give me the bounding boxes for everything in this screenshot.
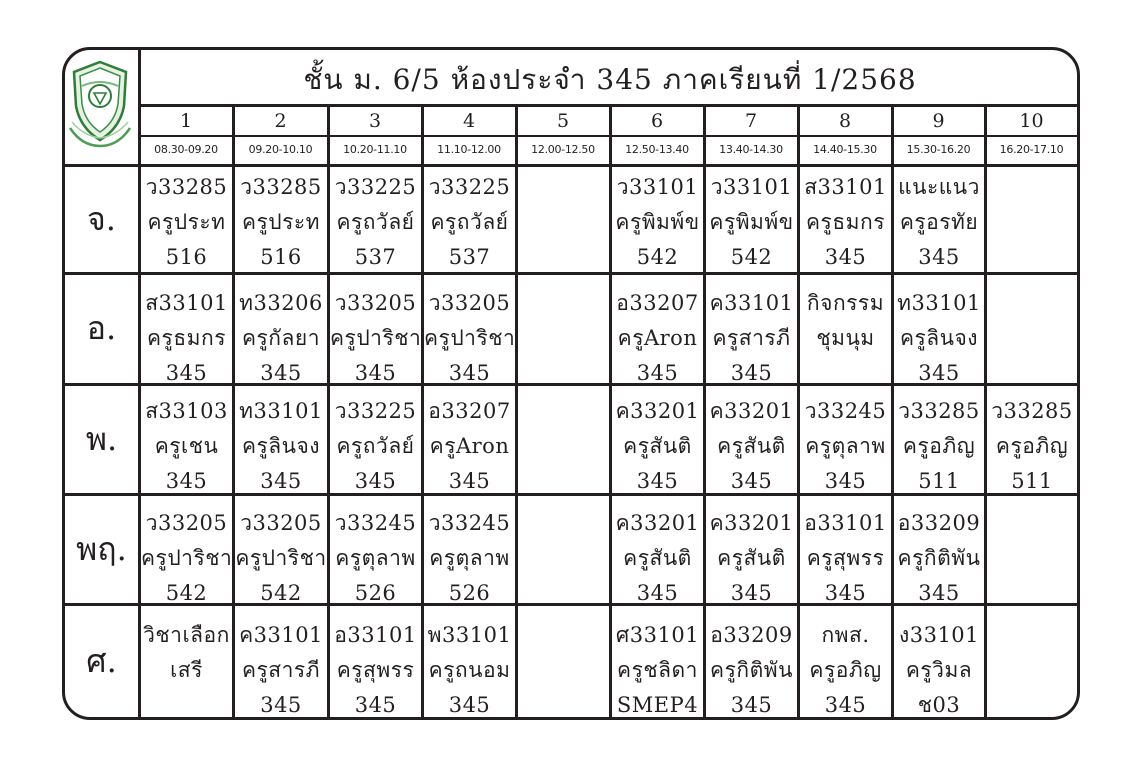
- class-code: ศ33101: [615, 623, 700, 647]
- class-code: กิจกรรม: [806, 291, 885, 315]
- class-teacher: ครูปาริชา: [424, 326, 515, 350]
- class-room: 345: [354, 693, 397, 717]
- class-cell: [330, 618, 421, 723]
- class-teacher: ครูสุพรร: [336, 658, 415, 682]
- class-teacher: ครูเชน: [154, 434, 219, 458]
- class-teacher: ครูปาริชา: [141, 546, 232, 570]
- class-room: [518, 356, 609, 391]
- class-cell: [894, 286, 984, 391]
- class-cell: [424, 506, 515, 611]
- class-code: ว33101: [616, 175, 699, 199]
- class-code: ว33245: [428, 511, 511, 535]
- class-cell: [706, 170, 797, 275]
- period-time: 12.00-12.50: [531, 143, 595, 156]
- class-code: ค33201: [615, 399, 700, 423]
- class-cell: [424, 394, 515, 499]
- period-time: 16.20-17.10: [999, 143, 1064, 156]
- class-room: 516: [260, 245, 302, 269]
- class-room: 345: [260, 469, 302, 493]
- class-room: [987, 688, 1077, 723]
- class-room: 542: [636, 245, 679, 269]
- class-teacher: ครูประท: [241, 210, 321, 234]
- class-code: ค33101: [239, 623, 323, 647]
- class-teacher: ครูวิมล: [905, 658, 973, 682]
- class-room: 345: [448, 693, 491, 717]
- class-cell: [424, 170, 515, 275]
- class-room: 537: [354, 245, 397, 269]
- class-code: ว33285: [991, 399, 1073, 423]
- class-cell: [612, 394, 703, 499]
- class-code: ว33101: [710, 175, 793, 199]
- class-room: 345: [354, 469, 397, 493]
- class-room: 511: [918, 469, 960, 493]
- class-teacher: ครูถนอม: [428, 658, 511, 682]
- class-cell: [800, 286, 891, 391]
- class-room: SMEP4: [616, 693, 699, 717]
- class-teacher: ครูสารภี: [241, 658, 321, 682]
- class-teacher: [518, 429, 609, 464]
- class-code: ส33101: [804, 175, 887, 199]
- class-teacher: เสรี: [170, 658, 203, 682]
- class-room: [518, 688, 609, 723]
- class-room: 542: [260, 581, 302, 605]
- class-teacher: ครูสุพรร: [806, 546, 885, 570]
- class-code: [987, 618, 1077, 653]
- class-room: 345: [824, 469, 867, 493]
- class-room: 345: [730, 469, 773, 493]
- class-room: 345: [730, 361, 773, 385]
- class-teacher: ครูอภิญ: [995, 434, 1069, 458]
- class-teacher: [987, 321, 1077, 356]
- class-room: 345: [354, 361, 397, 385]
- class-teacher: ครูAron: [617, 326, 698, 350]
- class-teacher: ครูถวัลย์: [336, 434, 415, 458]
- class-cell: [330, 506, 421, 611]
- day-label: จ.: [87, 200, 116, 238]
- class-cell: [800, 170, 891, 275]
- class-teacher: ครูประท: [147, 210, 226, 234]
- class-code: ค33201: [709, 399, 794, 423]
- class-cell: [894, 170, 984, 275]
- period-number: 3: [368, 110, 382, 132]
- class-code: อ33207: [616, 291, 699, 315]
- day-label: พ.: [85, 420, 118, 458]
- class-room: 345: [636, 581, 679, 605]
- class-room: 516: [165, 245, 208, 269]
- class-room: 537: [448, 245, 491, 269]
- class-teacher: ครูพิมพ์ข: [615, 210, 700, 234]
- class-cell: [235, 394, 327, 499]
- class-teacher: ครูปาริชา: [330, 326, 421, 350]
- class-teacher: ครูอรทัย: [899, 210, 979, 234]
- class-teacher: ครูกัลยา: [241, 326, 320, 350]
- class-room: 345: [448, 469, 491, 493]
- class-code: [518, 506, 609, 541]
- class-teacher: ครูถวัลย์: [336, 210, 415, 234]
- class-cell: [424, 286, 515, 391]
- class-code: อ33209: [710, 623, 793, 647]
- class-cell: [612, 170, 703, 275]
- class-teacher: ชุมนุม: [816, 326, 875, 350]
- class-code: ว33245: [804, 399, 887, 423]
- class-teacher: ครูสันติ: [717, 434, 786, 458]
- class-cell: [518, 618, 609, 723]
- class-teacher: ครูธมกร: [147, 326, 226, 350]
- class-room: 345: [824, 581, 867, 605]
- class-code: ว33205: [145, 511, 228, 535]
- class-code: [518, 170, 609, 205]
- day-label: ศ.: [86, 642, 117, 680]
- period-number: 6: [650, 110, 664, 132]
- class-code: ว33245: [334, 511, 417, 535]
- class-code: [518, 286, 609, 321]
- class-code: แนะแนว: [898, 175, 980, 199]
- class-teacher: [518, 653, 609, 688]
- class-cell: [706, 286, 797, 391]
- class-room: 345: [730, 693, 773, 717]
- class-teacher: ครูอภิญ: [809, 658, 882, 682]
- period-time: 15.30-16.20: [906, 143, 971, 156]
- class-code: อ33101: [804, 511, 887, 535]
- class-room: 345: [448, 361, 491, 385]
- period-time: 08.30-09.20: [154, 143, 218, 156]
- class-teacher: [518, 541, 609, 576]
- class-cell: [706, 618, 797, 723]
- class-code: อ33209: [897, 511, 981, 535]
- class-teacher: ครูปาริชา: [235, 546, 327, 570]
- period-number: 9: [932, 110, 945, 132]
- class-code: ว33205: [334, 291, 417, 315]
- class-cell: [518, 170, 609, 275]
- class-code: ว33225: [428, 175, 511, 199]
- class-teacher: [987, 653, 1077, 688]
- class-code: ง33101: [898, 623, 980, 647]
- period-number: 4: [462, 110, 476, 132]
- class-cell: [987, 506, 1077, 611]
- class-teacher: [518, 321, 609, 356]
- class-room: [987, 356, 1077, 391]
- class-cell: [987, 394, 1077, 499]
- day-label: พฤ.: [76, 530, 127, 568]
- class-cell: [518, 286, 609, 391]
- class-teacher: ครูตุลาพ: [335, 546, 416, 570]
- period-number: 10: [1019, 110, 1044, 132]
- period-time: 09.20-10.10: [248, 143, 313, 156]
- class-cell: [987, 618, 1077, 723]
- class-cell: [235, 506, 327, 611]
- period-number: 8: [838, 110, 852, 132]
- class-cell: [706, 394, 797, 499]
- class-cell: [141, 170, 232, 275]
- period-time: 14.40-15.30: [813, 143, 877, 156]
- class-teacher: ครูลินจง: [241, 434, 321, 458]
- class-teacher: ครูสันติ: [717, 546, 786, 570]
- school-logo: [64, 56, 136, 152]
- class-room: [141, 688, 232, 723]
- class-room: 345: [636, 361, 679, 385]
- class-cell: [141, 506, 232, 611]
- class-code: [987, 170, 1077, 205]
- class-code: ค33101: [709, 291, 794, 315]
- class-code: ว33225: [334, 399, 417, 423]
- class-code: ว33285: [240, 175, 322, 199]
- class-room: 526: [354, 581, 397, 605]
- class-teacher: [987, 541, 1077, 576]
- class-code: ค33201: [615, 511, 700, 535]
- class-code: อ33101: [334, 623, 417, 647]
- class-teacher: ครูสันติ: [623, 434, 692, 458]
- class-teacher: [518, 205, 609, 240]
- class-cell: [235, 618, 327, 723]
- class-teacher: ครูธมกร: [806, 210, 885, 234]
- class-code: ท33206: [239, 291, 323, 315]
- class-teacher: ครูถวัลย์: [430, 210, 509, 234]
- class-cell: [894, 506, 984, 611]
- class-cell: [894, 394, 984, 499]
- class-code: [987, 506, 1077, 541]
- class-cell: [330, 394, 421, 499]
- class-cell: [518, 394, 609, 499]
- class-room: 345: [260, 361, 302, 385]
- class-teacher: ครูกิติพัน: [897, 546, 981, 570]
- class-code: ว33285: [898, 399, 980, 423]
- class-room: 345: [165, 469, 208, 493]
- class-code: ค33201: [709, 511, 794, 535]
- class-code: ท33101: [897, 291, 981, 315]
- class-cell: [330, 286, 421, 391]
- class-cell: [894, 618, 984, 723]
- class-teacher: ครูพิมพ์ข: [709, 210, 794, 234]
- class-room: [518, 240, 609, 275]
- class-room: 542: [165, 581, 208, 605]
- class-teacher: ครูสันติ: [623, 546, 692, 570]
- class-code: ว33205: [240, 511, 322, 535]
- class-code: ท33101: [239, 399, 323, 423]
- class-cell: [800, 394, 891, 499]
- class-room: 345: [165, 361, 208, 385]
- period-time: 10.20-11.10: [343, 143, 407, 156]
- class-cell: [141, 286, 232, 391]
- period-time: 12.50-13.40: [625, 143, 689, 156]
- class-code: กพส.: [821, 623, 870, 647]
- class-code: ว33285: [145, 175, 228, 199]
- period-number: 5: [556, 110, 570, 132]
- class-teacher: ครูอภิญ: [902, 434, 976, 458]
- class-room: 345: [824, 245, 867, 269]
- class-code: ว33225: [334, 175, 417, 199]
- period-number: 7: [744, 110, 758, 132]
- class-room: 526: [448, 581, 491, 605]
- class-cell: [612, 286, 703, 391]
- class-code: [518, 394, 609, 429]
- class-cell: [800, 618, 891, 723]
- class-code: พ33101: [427, 623, 512, 647]
- class-teacher: ครูสารภี: [712, 326, 791, 350]
- class-room: [518, 464, 609, 499]
- class-cell: [612, 618, 703, 723]
- class-cell: [330, 170, 421, 275]
- grid-hline: [63, 164, 1079, 167]
- class-code: ส33103: [145, 399, 228, 423]
- class-code: วิชาเลือก: [143, 623, 230, 647]
- class-room: [987, 240, 1077, 275]
- class-room: 542: [730, 245, 773, 269]
- page-title: ชั้น ม. 6/5 ห้องประจำ 345 ภาคเรียนที่ 1/2568: [303, 63, 917, 96]
- period-time: 13.40-14.30: [719, 143, 783, 156]
- class-cell: [235, 170, 327, 275]
- class-teacher: ครูAron: [429, 434, 510, 458]
- class-cell: [987, 170, 1077, 275]
- class-teacher: ครูกิติพัน: [710, 658, 793, 682]
- day-label: อ.: [86, 309, 117, 347]
- class-cell: [706, 506, 797, 611]
- class-cell: [141, 394, 232, 499]
- class-code: อ33207: [428, 399, 511, 423]
- class-cell: [987, 286, 1077, 391]
- period-time: 11.10-12.00: [437, 143, 501, 156]
- class-cell: [141, 618, 232, 723]
- class-teacher: ครูชลิดา: [617, 658, 698, 682]
- class-room: 345: [730, 581, 773, 605]
- class-room: 345: [824, 693, 867, 717]
- class-cell: [518, 506, 609, 611]
- class-cell: [612, 506, 703, 611]
- period-number: 2: [274, 110, 287, 132]
- class-room: 345: [260, 693, 302, 717]
- class-code: ส33101: [145, 291, 228, 315]
- class-teacher: ครูตุลาพ: [805, 434, 886, 458]
- class-cell: [235, 286, 327, 391]
- class-room: 345: [918, 245, 960, 269]
- class-code: ว33205: [428, 291, 511, 315]
- class-room: 345: [636, 469, 679, 493]
- class-room: ช03: [917, 693, 961, 717]
- class-room: [800, 356, 891, 391]
- class-room: 345: [918, 361, 960, 385]
- class-code: [518, 618, 609, 653]
- class-room: 345: [918, 581, 960, 605]
- class-room: 511: [1011, 469, 1053, 493]
- class-teacher: ครูตุลาพ: [429, 546, 510, 570]
- period-number: 1: [179, 110, 193, 132]
- class-room: [518, 576, 609, 611]
- class-code: [987, 286, 1077, 321]
- class-room: [987, 576, 1077, 611]
- class-teacher: [987, 205, 1077, 240]
- class-cell: [424, 618, 515, 723]
- class-cell: [800, 506, 891, 611]
- class-teacher: ครูลินจง: [899, 326, 979, 350]
